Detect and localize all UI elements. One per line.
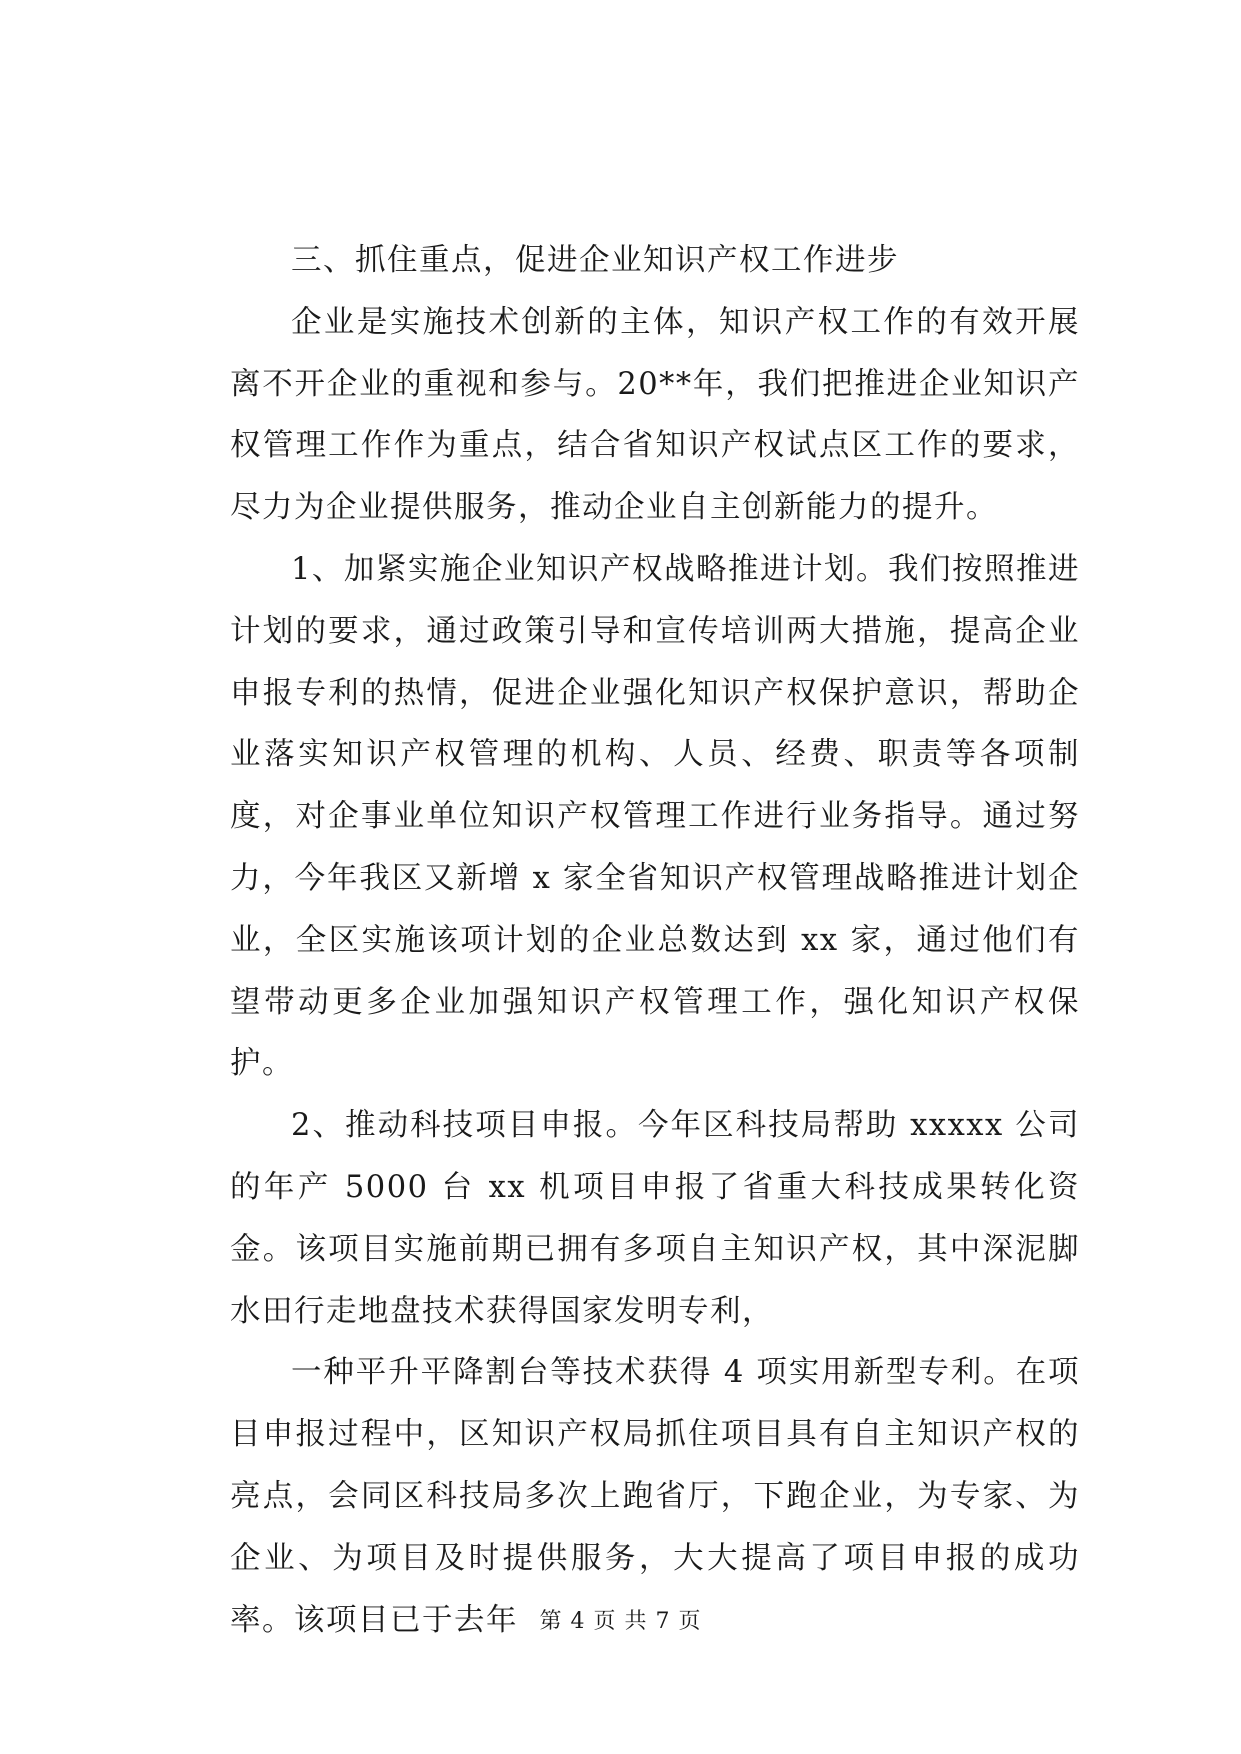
- paragraph-continuation: 一种平升平降割台等技术获得 4 项实用新型专利。在项目申报过程中，区知识产权局抓住项目具有自主知识产权的亮点，会同区科技局多次上跑省厅，下跑企业，为专家、为企业、为项目及时提供服务，大大提高了项目申报的成功率。该项目已于去年: [230, 1355, 1080, 1638]
- section-heading: 三、抓住重点，促进企业知识产权工作进步: [291, 243, 899, 278]
- paragraph-item-1: 1、加紧实施企业知识产权战略推进计划。我们按照推进计划的要求，通过政策引导和宣传培训两大措施，提高企业申报专利的热情，促进企业强化知识产权保护意识，帮助企业落实知识产权管理的机构、人员、经费、职责等各项制度，对企事业单位知识产权管理工作进行业务指导。通过努力，今年我区又新增 x 家全省知识产权管理战略推进计划企业，全区实施该项计划的企业总数达到 xx 家，通过他们有望带动更多企业加强知识产权管理工作，强化知识产权保护。: [230, 551, 1080, 1082]
- document-body: [230, 230, 1080, 1651]
- paragraph-item-2: 2、推动科技项目申报。今年区科技局帮助 xxxxx 公司的年产 5000 台 xx 机项目申报了省重大科技成果转化资金。该项目实施前期已拥有多项自主知识产权，其中深泥脚水田行走地盘技术获得国家发明专利，: [230, 1108, 1080, 1329]
- paragraph-intro: 企业是实施技术创新的主体，知识产权工作的有效开展离不开企业的重视和参与。20**年，我们把推进企业知识产权管理工作作为重点，结合省知识产权试点区工作的要求，尽力为企业提供服务，推动企业自主创新能力的提升。: [230, 304, 1080, 526]
- page-number-footer: 第 4 页 共 7 页: [539, 1609, 702, 1634]
